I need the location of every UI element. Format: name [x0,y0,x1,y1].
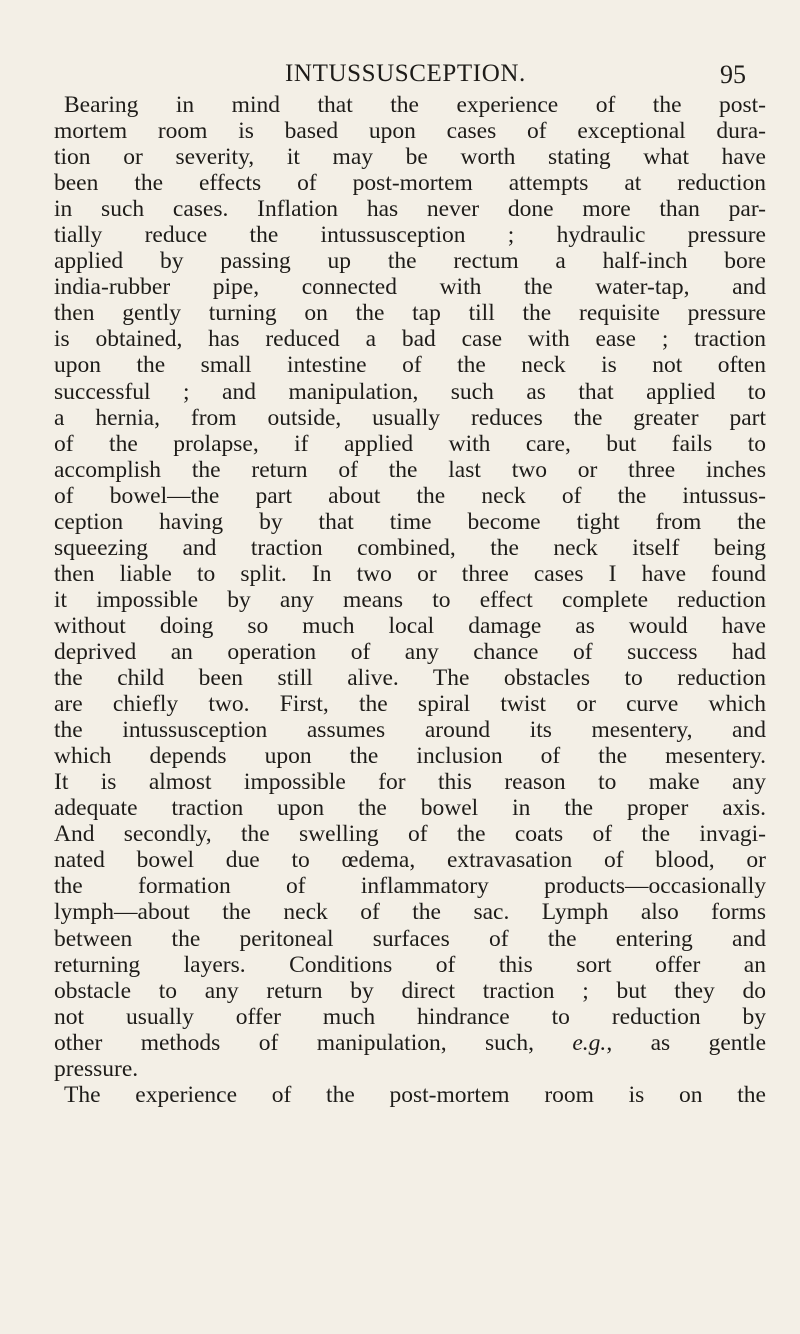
text-line: The experience of the post-mortem room is on the [64,1081,766,1108]
text-line: accomplish the return of the last two or three inches [54,456,766,483]
text-line: tially reduce the intussusception ; hydraulic pressure [54,222,766,249]
text-line: It is almost impossible for this reason to make any [54,769,766,796]
running-title: INTUSSUSCEPTION. [285,60,526,87]
text-line: squeezing and traction combined, the neck itself being [54,534,766,561]
text-line: then liable to split. In two or three cases I have found [54,560,766,587]
body-text [54,92,766,1108]
text-line: tion or severity, it may be worth stating what have [54,144,766,171]
text-line: And secondly, the swelling of the coats of the invagi- [54,821,766,848]
paragraph-1 [54,92,766,1082]
text-line: ception having by that time become tight from the [54,508,766,535]
text-line: applied by passing up the rectum a half-inch bore [54,248,766,275]
text-line: which depends upon the inclusion of the mesentery. [54,743,766,770]
text-line: it impossible by any means to effect complete reduction [54,586,766,613]
text-line: nated bowel due to œdema, extravasation of blood, or [54,847,766,874]
text-line: between the peritoneal surfaces of the entering and [54,925,766,952]
text-line: not usually offer much hindrance to reduction by [54,1003,766,1030]
text-line: a hernia, from outside, usually reduces the greater part [54,404,766,431]
text-line: deprived an operation of any chance of success had [54,638,766,665]
text-line: india-rubber pipe, connected with the water-tap, and [54,274,766,301]
text-line-head: other methods of manipulation, such, [54,1029,573,1056]
running-head [0,60,800,90]
text-line: upon the small intestine of the neck is not often [54,352,766,379]
text-line: returning layers. Conditions of this sort offer an [54,951,766,978]
text-line-tail: , as gentle [606,1029,766,1056]
text-line: of the prolapse, if applied with care, but fails to [54,430,766,457]
text-line: successful ; and manipulation, such as that applied to [54,378,766,405]
text-line: lymph—about the neck of the sac. Lymph also forms [54,899,766,926]
text-line: mortem room is based upon cases of exceptional dura- [54,118,766,145]
text-line: the formation of inflammatory products—occasionally [54,873,766,900]
text-line: obstacle to any return by direct traction ; but they do [54,977,766,1004]
text-line: pressure. [54,1055,139,1082]
page-number: 95 [720,60,746,89]
text-line [54,1030,766,1056]
text-line: of bowel—the part about the neck of the intussus- [54,482,766,509]
text-line: adequate traction upon the bowel in the proper axis. [54,795,766,822]
text-line: been the effects of post-mortem attempts at reduction [54,170,766,197]
text-line: the child been still alive. The obstacles to reduction [54,665,766,692]
italic-abbreviation: e.g. [572,1029,607,1056]
paragraph-2 [54,1082,766,1108]
text-line: the intussusception assumes around its mesentery, and [54,717,766,744]
text-line: Bearing in mind that the experience of the post- [64,92,766,118]
text-line: without doing so much local damage as would have [54,612,766,639]
text-line: are chiefly two. First, the spiral twist or curve which [54,691,766,718]
text-line: is obtained, has reduced a bad case with ease ; traction [54,326,766,353]
text-line: then gently turning on the tap till the requisite pressure [54,300,766,327]
text-line: in such cases. Inflation has never done more than par- [54,196,766,223]
